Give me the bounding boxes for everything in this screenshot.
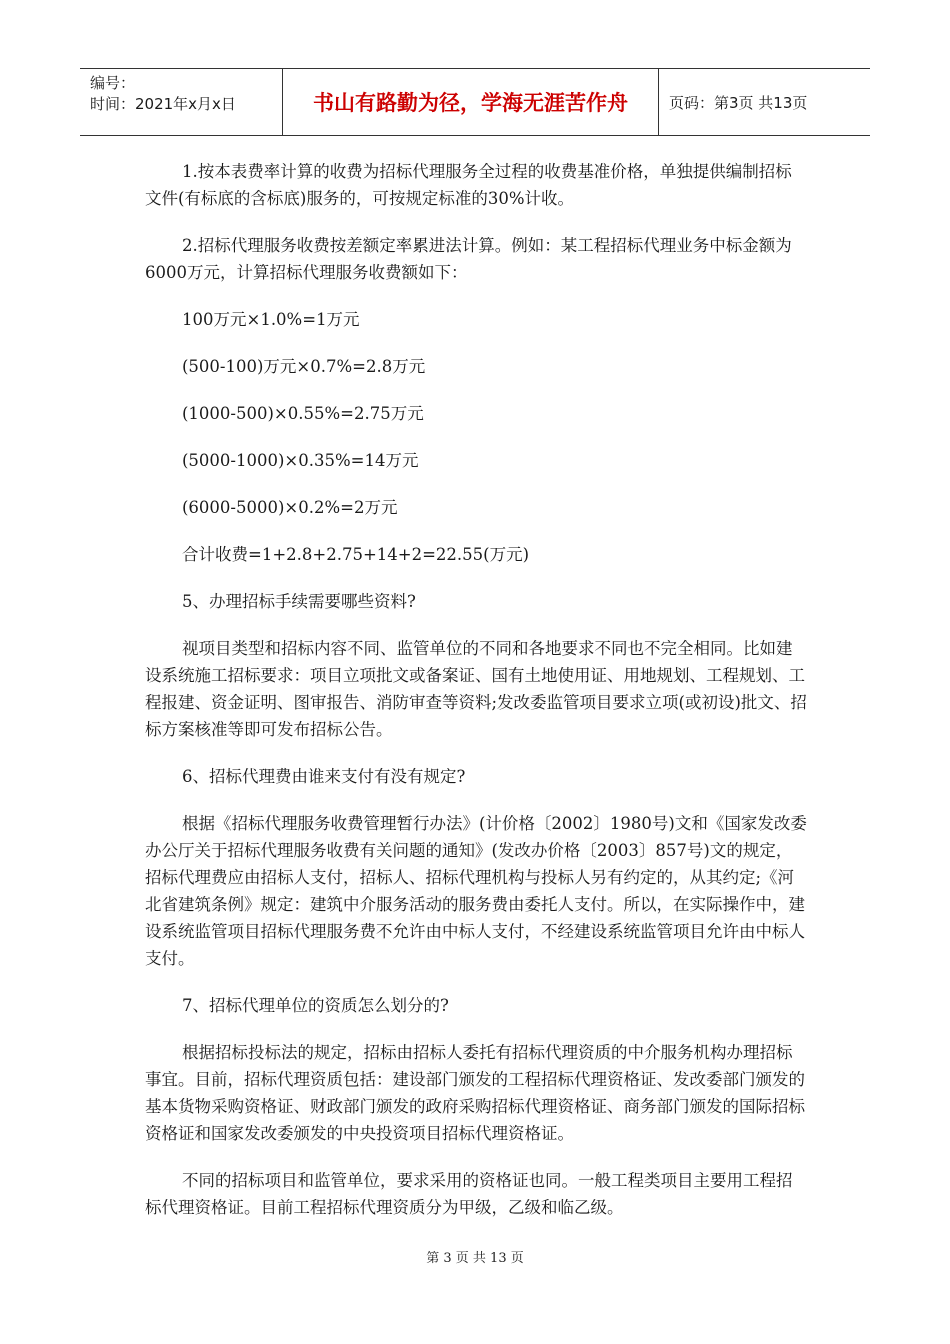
document-body [145, 158, 807, 1221]
paragraph-2: 2.招标代理服务收费按差额定率累进法计算。例如：某工程招标代理业务中标金额为6000万元，计算招标代理服务收费额如下： [145, 236, 792, 282]
date-label: 时间：2021年x月x日 [90, 95, 236, 113]
answer-5: 视项目类型和招标内容不同、监管单位的不同和各地要求不同也不完全相同。比如建设系统施工招标要求：项目立项批文或备案证、国有土地使用证、用地规划、工程规划、工程报建、资金证明、图审报告、消防审查等资料;发改委监管项目要求立项(或初设)批文、招标方案核准等即可发布招标公告。 [145, 639, 807, 739]
answer-7: 根据招标投标法的规定，招标由招标人委托有招标代理资质的中介服务机构办理招标事宜。目前，招标代理资质包括：建设部门颁发的工程招标代理资格证、发改委部门颁发的基本货物采购资格证、财政部门颁发的政府采购招标代理资格证、商务部门颁发的国际招标资格证和国家发改委颁发的中央投资项目招标代理资格证。 [145, 1043, 805, 1143]
answer-7-continued: 不同的招标项目和监管单位，要求采用的资格证也同。一般工程类项目主要用工程招标代理资格证。目前工程招标代理资质分为甲级，乙级和临乙级。 [145, 1171, 793, 1217]
number-label: 编号： [90, 74, 136, 92]
calc-line-5: (6000-5000)×0.2%=2万元 [182, 498, 398, 517]
calc-line-1: 100万元×1.0%=1万元 [182, 310, 360, 329]
calc-total: 合计收费=1+2.8+2.75+14+2=22.55(万元) [182, 545, 530, 564]
calc-line-4: (5000-1000)×0.35%=14万元 [182, 451, 419, 470]
paragraph-1: 1.按本表费率计算的收费为招标代理服务全过程的收费基准价格，单独提供编制招标文件(有标底的含标底)服务的，可按规定标准的30%计收。 [145, 162, 792, 208]
question-6: 6、招标代理费由谁来支付有没有规定? [182, 767, 466, 786]
question-7: 7、招标代理单位的资质怎么划分的? [182, 996, 449, 1015]
page-header [80, 68, 870, 136]
calc-line-2: (500-100)万元×0.7%=2.8万元 [182, 357, 426, 376]
answer-6: 根据《招标代理服务收费管理暂行办法》(计价格〔2002〕1980号)文和《国家发改委办公厅关于招标代理服务收费有关问题的通知》(发改办价格〔2003〕857号)文的规定，招标代理费应由招标人支付，招标人、招标代理机构与投标人另有约定的，从其约定;《河北省建筑条例》规定：建筑中介服务活动的服务费由委托人支付。所以，在实际操作中，建设系统监管项目招标代理服务费不允许由中标人支付，不经建设系统监管项目允许由中标人支付。 [145, 814, 807, 968]
header-page-label: 页码：第3页 共13页 [669, 93, 808, 112]
page-footer: 第 3 页 共 13 页 [426, 1251, 524, 1266]
question-5: 5、办理招标手续需要哪些资料? [182, 592, 416, 611]
calc-line-3: (1000-500)×0.55%=2.75万元 [182, 404, 424, 423]
header-meta [80, 69, 283, 135]
header-motto: 书山有路勤为径，学海无涯苦作舟 [283, 69, 659, 135]
